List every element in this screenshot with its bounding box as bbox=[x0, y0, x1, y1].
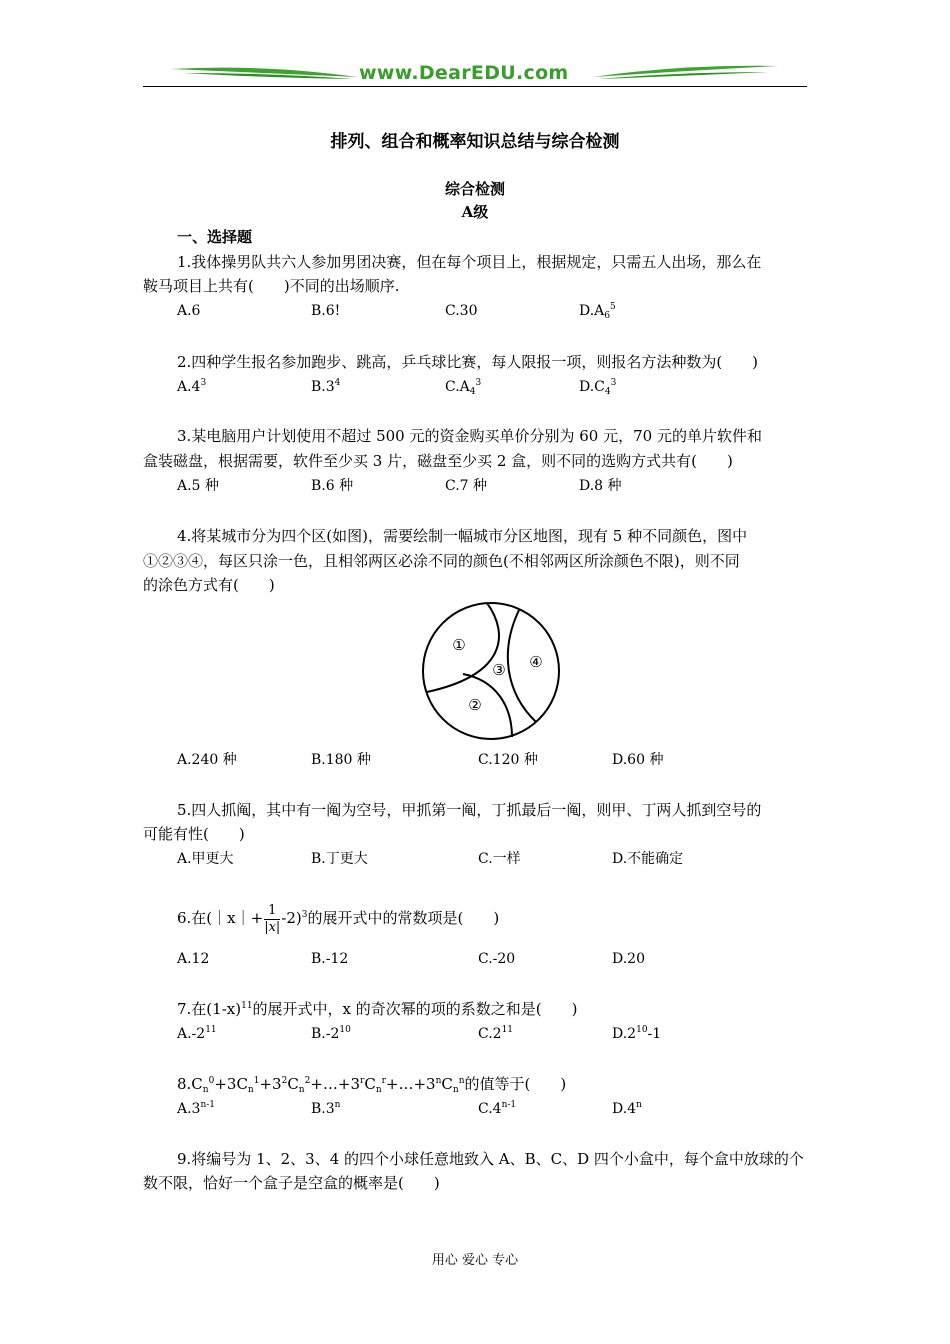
header-rule bbox=[143, 86, 807, 87]
q9-line1: 9.将编号为 1、2、3、4 的四个小球任意地致入 A、B、C、D 四个小盒中，每个盒中放球的个 bbox=[177, 1150, 804, 1168]
q4-option-c: C.120 种 bbox=[478, 752, 538, 768]
logo-text: www.DearEDU.com bbox=[359, 62, 569, 84]
q6-fraction: $\frac{1}{|x|}$ bbox=[264, 902, 281, 935]
q4-option-b: B.180 种 bbox=[311, 752, 371, 768]
document-title: 排列、组合和概率知识总结与综合检测 bbox=[330, 132, 620, 152]
q3-option-b: B.6 种 bbox=[311, 478, 354, 494]
q1-line2: 鞍马项目上共有( )不同的出场顺序. bbox=[143, 277, 400, 295]
q7-option-c: $C.2^{11}$ bbox=[478, 1025, 514, 1042]
q2-option-a: $A.4^3$ bbox=[177, 378, 207, 395]
q3-line1: 3.某电脑用户计划使用不超过 500 元的资金购买单价分别为 60 元，70 元的单片软件和 bbox=[177, 427, 762, 445]
q4-option-a: A.240 种 bbox=[177, 752, 237, 768]
q8-option-b: B.3$^n$ bbox=[311, 1100, 341, 1117]
q4-line2: ①②③④，每区只涂一色，且相邻两区必涂不同的颜色(不相邻两区所涂颜色不限)，则不同 bbox=[143, 552, 740, 570]
region-label-3: ③ bbox=[492, 661, 506, 679]
q4-line1: 4.将某城市分为四个区(如图)，需要绘制一幅城市分区地图，现有 5 种不同颜色，图中 bbox=[177, 527, 748, 545]
q2-option-c: $C.A_4^3$ bbox=[445, 378, 482, 397]
q5-line1: 5.四人抓阄，其中有一阄为空号，甲抓第一阄，丁抓最后一阄，则甲、丁两人抓到空号的 bbox=[177, 801, 762, 819]
q4-line3: 的涂色方式有( ) bbox=[143, 576, 275, 594]
q5-option-b: B.丁更大 bbox=[311, 851, 368, 867]
q7-option-b: $B.-2^{10}$ bbox=[311, 1025, 351, 1042]
q8-option-c: C.4$^{n-1}$ bbox=[478, 1100, 517, 1117]
region-label-2: ② bbox=[468, 696, 482, 714]
q5-option-d: D.不能确定 bbox=[612, 851, 684, 867]
q3-line2: 盒装磁盘，根据需要，软件至少买 3 片，磁盘至少买 2 盒，则不同的选购方式共有( ) bbox=[143, 452, 733, 470]
q2-line1: 2.四种学生报名参加跑步、跳高，乒乓球比赛，每人限报一项，则报名方法种数为( ) bbox=[177, 353, 759, 371]
q7-option-a: $A.-2^{11}$ bbox=[177, 1025, 217, 1042]
region-label-1: ① bbox=[452, 636, 466, 654]
q3-option-d: D.8 种 bbox=[579, 478, 622, 494]
q8-line1: $8.C_n^0+3C_n^1+3^2C_n^2+\dots+3^rC_n^r+\dots+3^nC_n^n$的值等于( ) bbox=[177, 1075, 567, 1095]
q6-option-a: A.12 bbox=[177, 951, 210, 967]
q3-option-a: A.5 种 bbox=[177, 478, 219, 494]
part-heading: 一、选择题 bbox=[177, 228, 253, 246]
q8-option-a: A.3$^{n-1}$ bbox=[177, 1100, 216, 1117]
q6-option-b: B.-12 bbox=[311, 951, 349, 967]
q1-line1: 1.我体操男队共六人参加男团决赛，但在每个项目上，根据规定，只需五人出场，那么在 bbox=[177, 253, 762, 271]
q5-line2: 可能有性( ) bbox=[143, 825, 245, 843]
q1-option-a: A.6 bbox=[177, 303, 201, 319]
q7-line1: 7.在$(1-x)^{11}$的展开式中，x 的奇次幂的项的系数之和是( ) bbox=[177, 1000, 578, 1018]
q5-option-a: A.甲更大 bbox=[177, 851, 234, 867]
q3-option-c: C.7 种 bbox=[445, 478, 488, 494]
q6-option-d: D.20 bbox=[612, 951, 645, 967]
q6-line1: 6.在(｜x｜+ $\frac{1}{|x|}$ -2)$^3$的展开式中的常数项是( ) bbox=[177, 902, 500, 935]
q6-option-c: C.-20 bbox=[478, 951, 516, 967]
q5-option-c: C.一样 bbox=[478, 851, 521, 867]
q2-option-b: $B.3^4$ bbox=[311, 378, 341, 395]
q2-option-d: $D.C_4^3$ bbox=[579, 378, 617, 397]
q9-line2: 数不限，恰好一个盒子是空盒的概率是( ) bbox=[143, 1174, 440, 1192]
level-label: A级 bbox=[461, 203, 489, 221]
q1-option-d: $D.A_6^5$ bbox=[579, 302, 616, 321]
city-district-figure bbox=[420, 600, 562, 742]
q8-option-d: D.4$^n$ bbox=[612, 1100, 642, 1117]
q7-option-d: $D.2^{10}-1$ bbox=[612, 1025, 662, 1042]
q4-option-d: D.60 种 bbox=[612, 752, 664, 768]
q1-option-b: B.6! bbox=[311, 303, 341, 319]
region-label-4: ④ bbox=[529, 653, 543, 671]
q1-option-c: C.30 bbox=[445, 303, 478, 319]
page-footer: 用心 爱心 专心 bbox=[431, 1253, 519, 1268]
section-title: 综合检测 bbox=[444, 180, 505, 198]
